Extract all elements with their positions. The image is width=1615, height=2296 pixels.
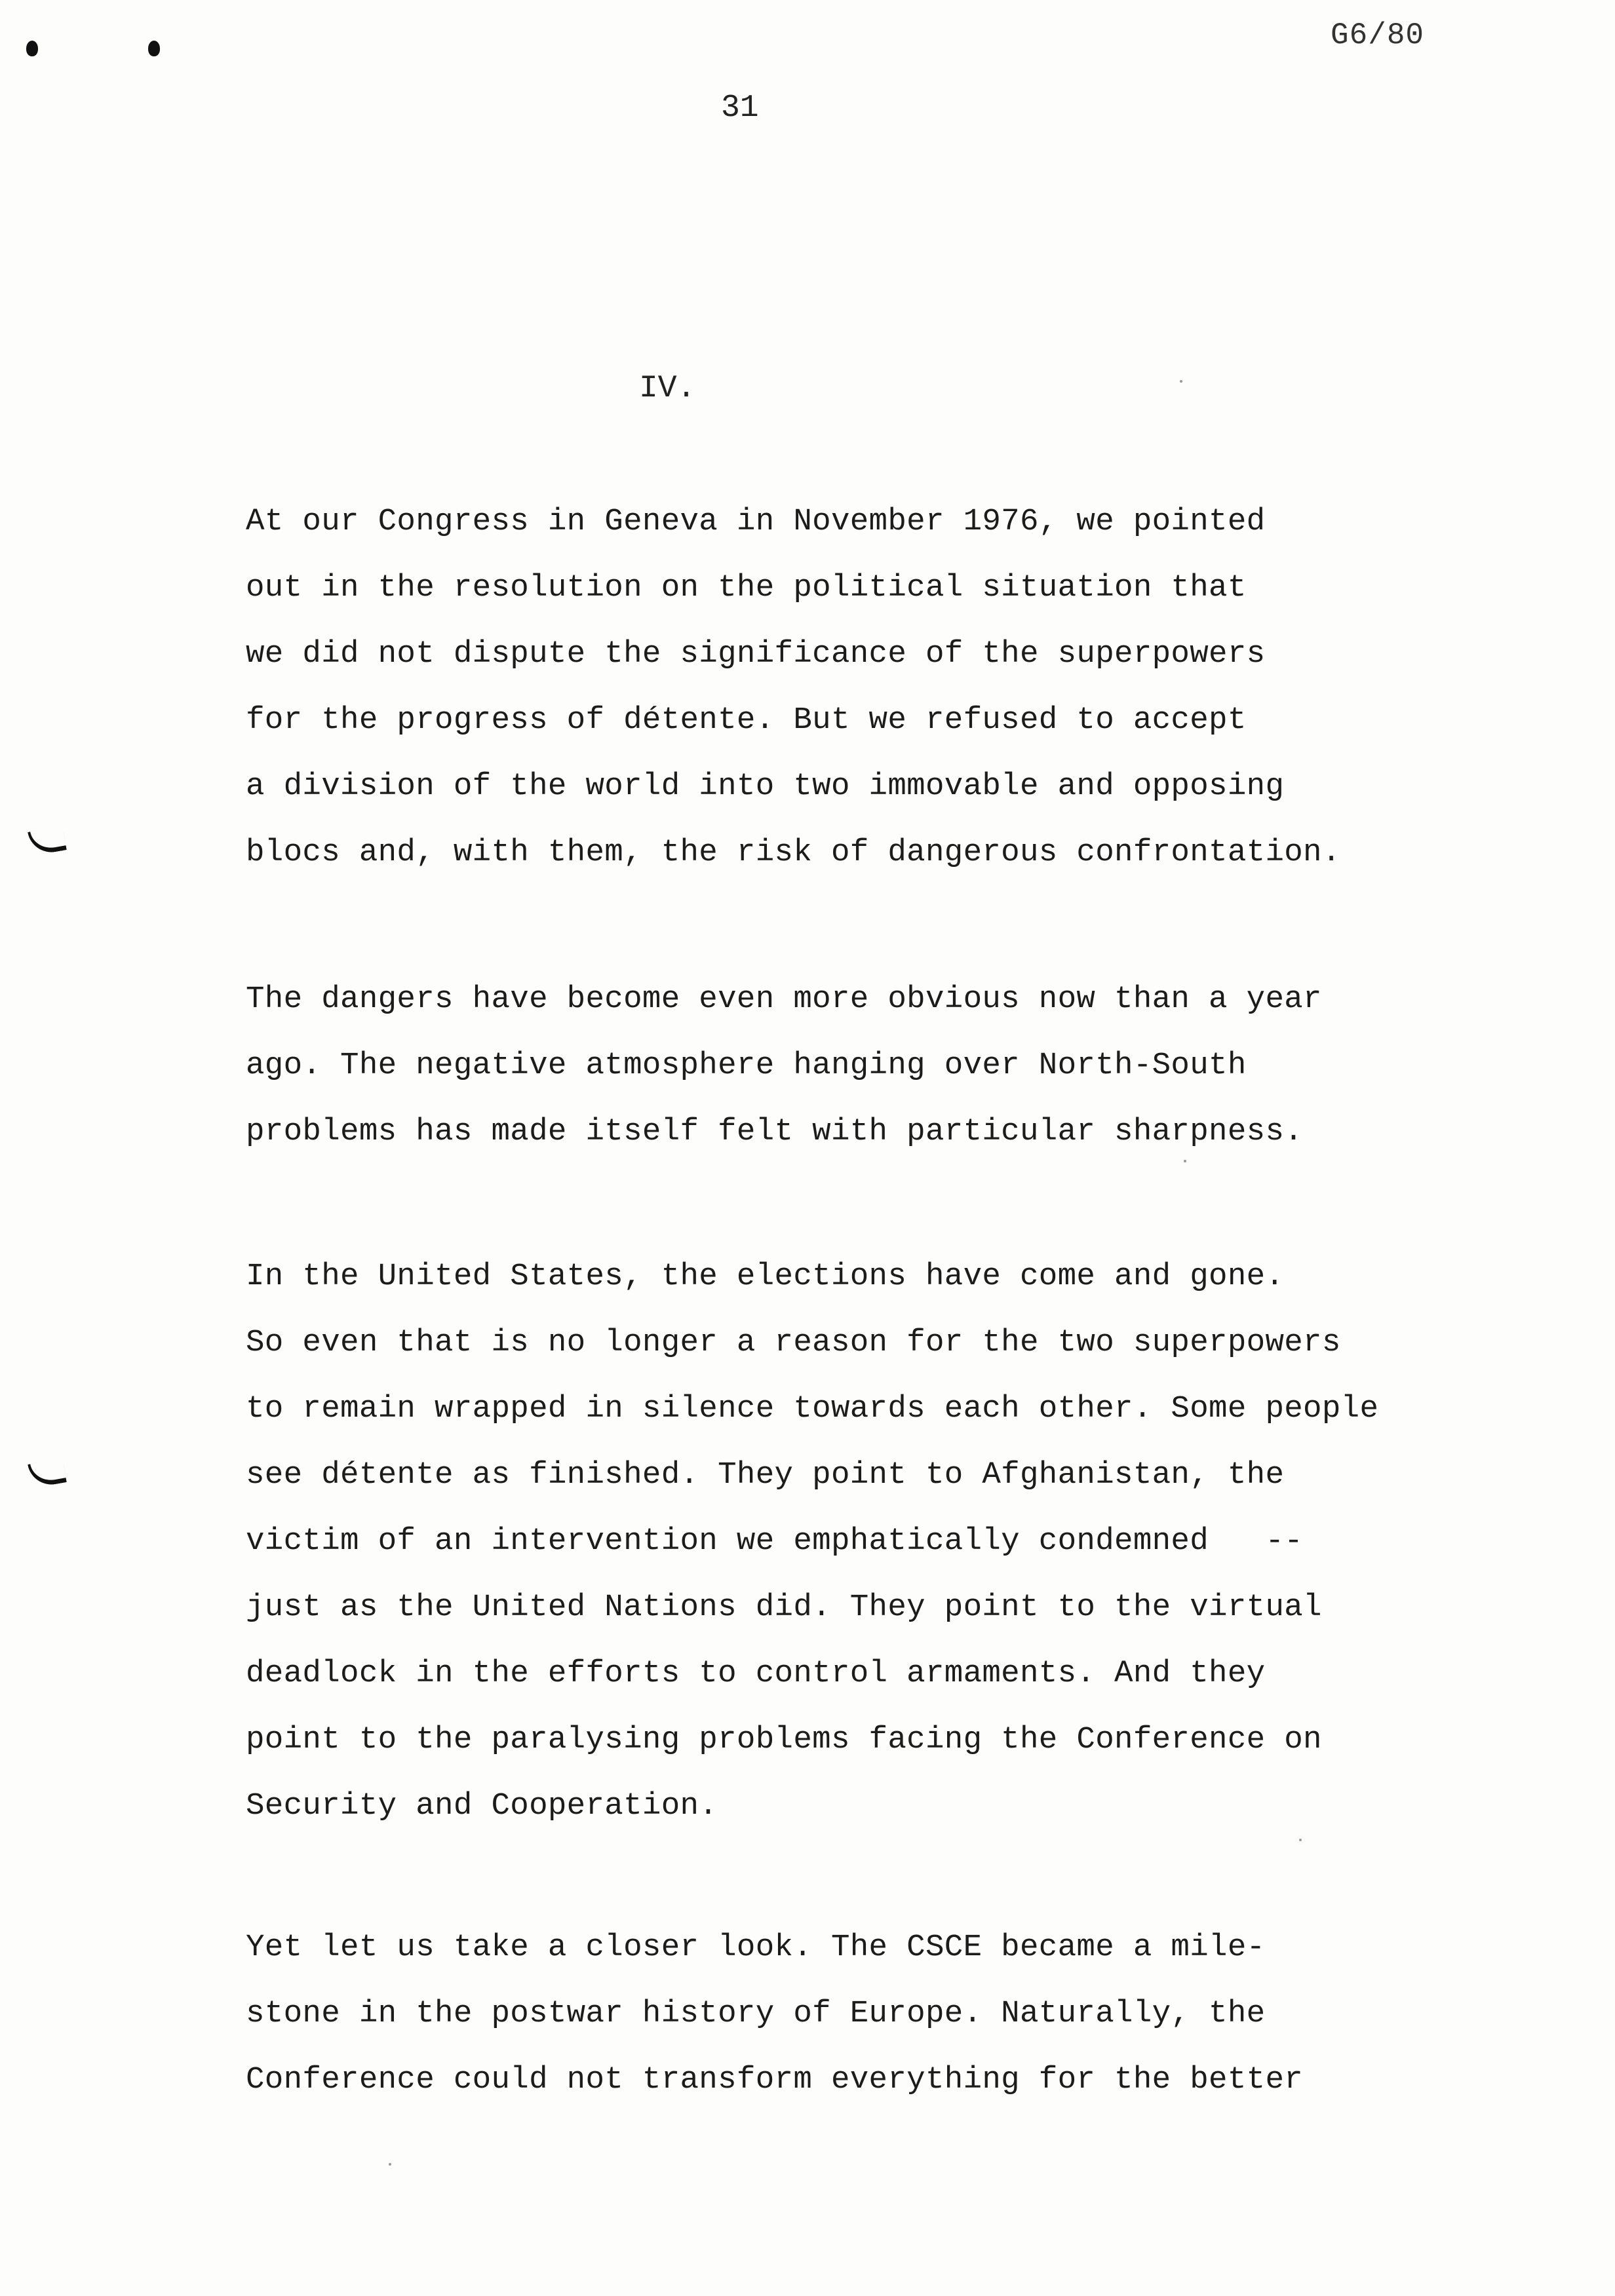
paragraph-3 bbox=[246, 1244, 1596, 1839]
text-line: The dangers have become even more obvious now than a year bbox=[246, 982, 1322, 1017]
text-line: So even that is no longer a reason for the two superpowers bbox=[246, 1325, 1341, 1360]
paragraph-2 bbox=[246, 966, 1596, 1165]
text-line: In the United States, the elections have come and gone. bbox=[246, 1259, 1285, 1294]
text-line: to remain wrapped in silence towards each other. Some people bbox=[246, 1391, 1379, 1426]
text-line: out in the resolution on the political situation that bbox=[246, 570, 1247, 605]
scan-speck bbox=[1180, 380, 1182, 383]
text-line: point to the paralysing problems facing the Conference on bbox=[246, 1722, 1322, 1757]
text-line: see détente as finished. They point to Afghanistan, the bbox=[246, 1457, 1285, 1493]
margin-mark-upper bbox=[28, 826, 67, 856]
text-line: blocs and, with them, the risk of dangerous confrontation. bbox=[246, 835, 1341, 870]
text-line: a division of the world into two immovable and opposing bbox=[246, 769, 1285, 804]
margin-mark-lower bbox=[28, 1459, 67, 1489]
scan-speck bbox=[389, 2163, 391, 2166]
paragraph-4 bbox=[246, 1915, 1596, 2113]
text-line: At our Congress in Geneva in November 1976, we pointed bbox=[246, 504, 1266, 539]
text-line: Security and Cooperation. bbox=[246, 1788, 718, 1824]
text-line: victim of an intervention we emphatically condemned -- bbox=[246, 1523, 1304, 1559]
page-number: 31 bbox=[721, 90, 759, 126]
document-reference: G6/80 bbox=[1331, 18, 1425, 52]
text-line: ago. The negative atmosphere hanging over North-South bbox=[246, 1048, 1247, 1083]
text-line: problems has made itself felt with particular sharpness. bbox=[246, 1114, 1304, 1149]
text-line: Yet let us take a closer look. The CSCE became a mile- bbox=[246, 1930, 1266, 1965]
punch-hole-mark-left bbox=[26, 41, 38, 56]
text-line: stone in the postwar history of Europe. Naturally, the bbox=[246, 1996, 1266, 2031]
text-line: Conference could not transform everything for the better bbox=[246, 2062, 1304, 2097]
text-line: we did not dispute the significance of the superpowers bbox=[246, 636, 1266, 672]
punch-hole-mark-right bbox=[148, 41, 160, 56]
section-heading: IV. bbox=[639, 371, 696, 406]
paragraph-1 bbox=[246, 489, 1596, 886]
text-line: deadlock in the efforts to control armaments. And they bbox=[246, 1656, 1266, 1691]
text-line: for the progress of détente. But we refused to accept bbox=[246, 702, 1247, 738]
text-line: just as the United Nations did. They point to the virtual bbox=[246, 1590, 1322, 1625]
